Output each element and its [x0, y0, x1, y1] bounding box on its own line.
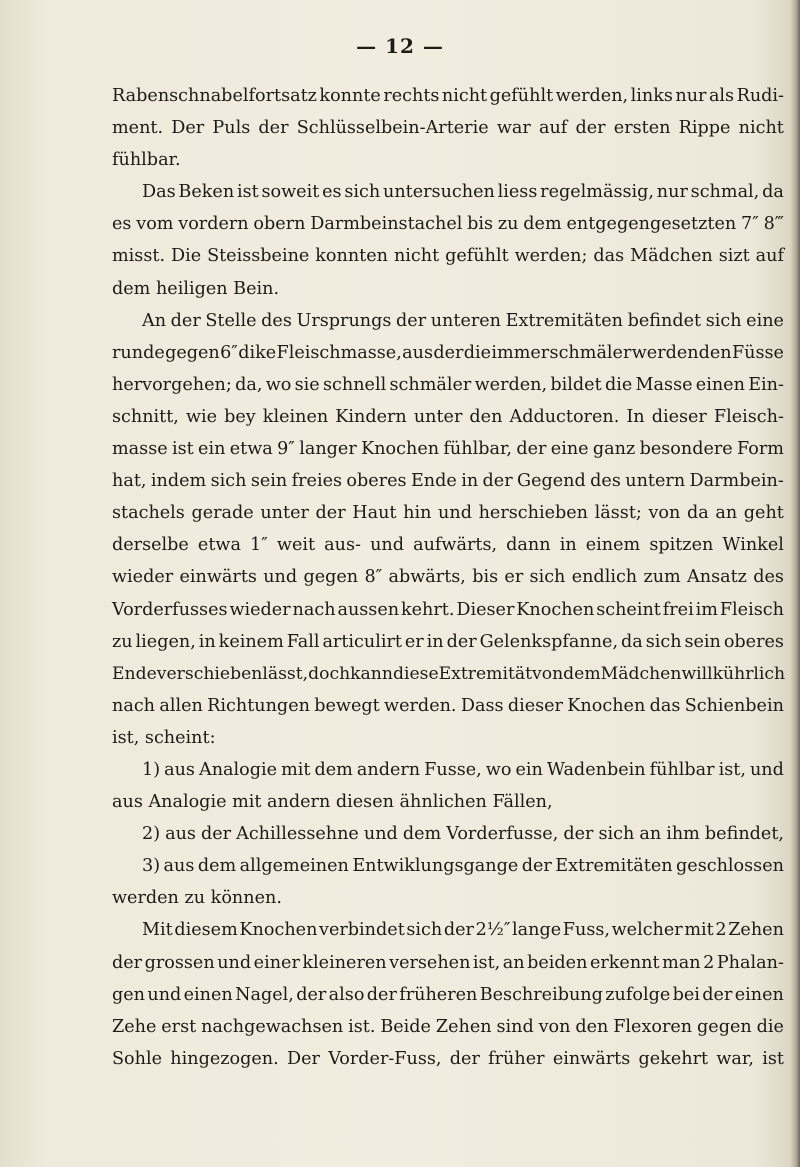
text-line: derselbe etwa 1″ weit aus- und aufwärts, dann in einem spitzen Winkel — [112, 535, 784, 556]
text-line: werden zu können. — [112, 888, 282, 909]
text-line: 3) aus dem allgemeinen Entwiklungsgange der Extremitäten geschlossen — [142, 856, 784, 877]
text-line: wieder einwärts und gegen 8″ abwärts, bis er sich endlich zum Ansatz des — [112, 567, 784, 588]
text-line: der grossen und einer kleineren versehen ist, an beiden erkennt man 2 Phalan- — [112, 952, 784, 973]
text-line: Vorderfusses wieder nach aussen kehrt. Dieser Knochen scheint frei im Fleisch — [112, 599, 784, 620]
text-line: misst. Die Steissbeine konnten nicht gefühlt werden; das Mädchen sizt auf — [112, 246, 784, 267]
text-line: nach allen Richtungen bewegt werden. Dass dieser Knochen das Schienbein — [112, 695, 784, 716]
text-line: runde gegen 6″ dike Fleischmasse, aus der die immer schmäler werdenden Füsse — [112, 342, 784, 363]
text-line: 2) aus der Achillessehne und dem Vorderfusse, der sich an ihm befindet, — [142, 824, 784, 845]
text-line: ment. Der Puls der Schlüsselbein-Arterie war auf der ersten Rippe nicht — [112, 118, 784, 139]
text-line: ist, scheint: — [112, 727, 216, 748]
page-number: — 12 — — [356, 34, 444, 58]
text-line: es vom vordern obern Darmbeinstachel bis zu dem entgegengesetzten 7″ 8‴ — [112, 214, 784, 235]
body-text — [112, 80, 784, 1075]
text-line: gen und einen Nagel, der also der früheren Beschreibung zufolge bei der einen — [112, 984, 784, 1005]
text-line: stachels gerade unter der Haut hin und herschieben lässt; von da an geht — [112, 503, 784, 524]
text-line: aus Analogie mit andern diesen ähnlichen Fällen, — [112, 792, 553, 813]
text-line: fühlbar. — [112, 150, 181, 171]
text-line: zu liegen, in keinem Fall articulirt er in der Gelenkspfanne, da sich sein oberes — [112, 631, 784, 652]
text-line: 1) aus Analogie mit dem andern Fusse, wo ein Wadenbein fühlbar ist, und — [142, 759, 784, 780]
text-line: Das Beken ist soweit es sich untersuchen liess regelmässig, nur schmal, da — [142, 182, 784, 203]
text-line: An der Stelle des Ursprungs der unteren Extremitäten befindet sich eine — [142, 310, 784, 331]
page-edge-shadow — [790, 0, 800, 1167]
text-line: hervorgehen; da, wo sie schnell schmäler werden, bildet die Masse einen Ein- — [112, 374, 784, 395]
text-line: Sohle hingezogen. Der Vorder-Fuss, der früher einwärts gekehrt war, ist — [112, 1048, 784, 1069]
text-line: schnitt, wie bey kleinen Kindern unter den Adductoren. In dieser Fleisch- — [112, 406, 784, 427]
text-line: Zehe erst nachgewachsen ist. Beide Zehen sind von den Flexoren gegen die — [112, 1016, 784, 1037]
text-line: masse ist ein etwa 9″ langer Knochen fühlbar, der eine ganz besondere Form — [112, 439, 784, 460]
text-line: Mit diesem Knochen verbindet sich der 2½″ lange Fuss, welcher mit 2 Zehen — [142, 920, 784, 941]
text-line: Ende verschieben lässt, doch kann diese Extremität von dem Mädchen willkührlich — [112, 663, 786, 684]
text-line: hat, indem sich sein freies oberes Ende in der Gegend des untern Darmbein- — [112, 471, 784, 492]
text-line: Rabenschnabelfortsatz konnte rechts nicht gefühlt werden, links nur als Rudi- — [112, 86, 784, 106]
text-line: dem heiligen Bein. — [112, 278, 280, 299]
